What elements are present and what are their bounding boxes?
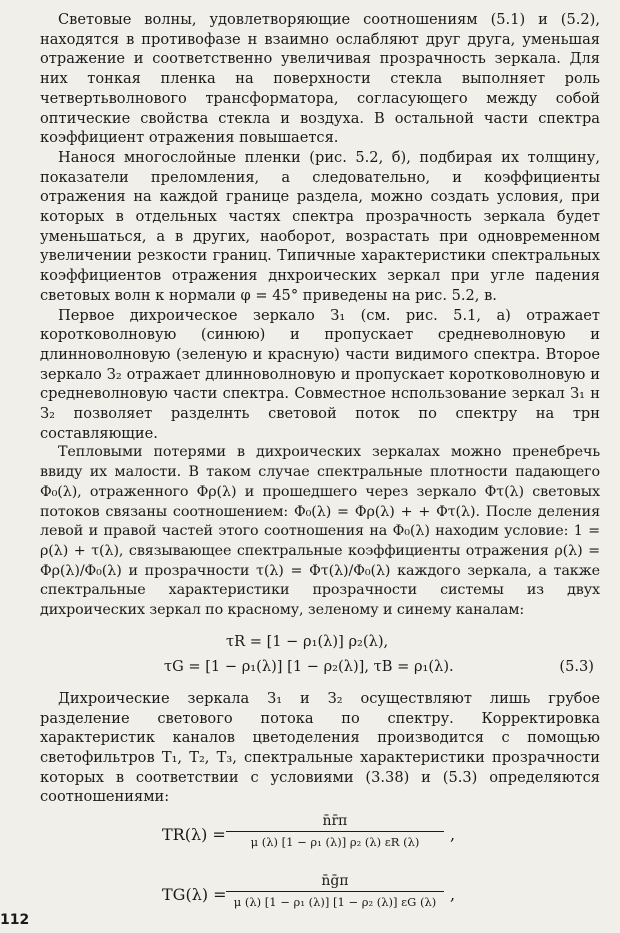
formula-tr-comma: , [450,825,456,845]
formula-tr-lhs: TR(λ) = [162,825,226,845]
formula-tg-lhs: TG(λ) = [162,885,227,905]
formula-tr-numerator: n̄r̄п [322,813,348,830]
paragraph-1: Световые волны, удовлетворяющие соотношениям (5.1) и (5.2), находятся в противофазе н взаимно ослабляют друг друга, уменьшая отражение и соответственно увеличивая прозрачность зеркала. Для них тонкая пленка на поверхности стекла выполняет роль четвертьволнового трансформатора, согласующего между собой оптические свойства стекла и воздуха. В остальной части спектра коэффициент отражения повышается. [40,11,600,147]
formula-tg-fraction [226,873,444,909]
formula-tr-denominator: μ (λ) [1 − ρ₁ (λ)] ρ₂ (λ) εR (λ) [226,831,444,849]
page-number: 112 [0,912,30,928]
equation-5-3-line-2: τG = [1 − ρ₁(λ)] [1 − ρ₂(λ)], τB = ρ₁(λ). [164,657,454,675]
formula-tr-fraction [226,813,444,849]
formula-tr [40,807,600,867]
formula-tg-comma: , [450,885,456,905]
page-body [40,10,600,927]
equation-number: (5.3) [559,657,594,675]
paragraph-4: Тепловыми потерями в дихроических зеркалах можно пренебречь ввиду их малости. В таком случае спектральные плотности падающего Φ₀(λ), отраженного Φρ(λ) и прошедшего через зеркало Φτ(λ) световых потоков связаны соотношением: Φ₀(λ) = Φρ(λ) + + Φτ(λ). После деления левой и правой частей этого соотношения на Φ₀(λ) находим условие: 1 = ρ(λ) + τ(λ), связывающее спектральные коэффициенты отражения ρ(λ) = Φρ(λ)/Φ₀(λ) и прозрачности τ(λ) = Φτ(λ)/Φ₀(λ) каждого зеркала, а также спектральные характеристики прозрачности системы из двух дихроических зеркал по красному, зеленому и синему каналам: [40,444,600,619]
formula-tg-numerator: n̄ḡп [321,873,349,890]
paragraph-2: Нанося многослойные пленки (рис. 5.2, б), подбирая их толщину, показатели преломления, а следовательно, и коэффициенты отражения на каждой границе раздела, можно создать условия, при которых в отдельных частях спектра прозрачность зеркала будет уменьшаться, а в других, наоборот, возрастать при одновременном увеличении резкости границ. Типичные характеристики спектральных коэффициентов отражения днхроических зеркал при угле падения световых волн к нормали φ = 45° приведены на рис. 5.2, в. [40,148,600,304]
equation-5-3 [40,627,600,685]
formula-tg-denominator: μ (λ) [1 − ρ₁ (λ)] [1 − ρ₂ (λ)] εG (λ) [226,891,444,909]
equation-5-3-line-1: τR = [1 − ρ₁(λ)] ρ₂(λ), [226,632,389,650]
formula-tg [40,867,600,927]
paragraph-3: Первое дихроическое зеркало З₁ (см. рис. 5.1, а) отражает коротковолновую (синюю) и пропускает средневолновую и длинноволновую (зеленую и красную) части видимого спектра. Второе зеркало З₂ отражает длинноволновую и пропускает коротковолновую и средневолновую части спектра. Совместное нспользование зеркал З₁ н З₂ позволяет разделнть световой поток по спектру на трн составляющие. [40,306,600,442]
paragraph-5: Дихроические зеркала З₁ и З₂ осуществляют лишь грубое разделение светового потока по спектру. Корректировка характеристик каналов цветоделения производится с помощью светофильтров Т₁, Т₂, Т₃, спектральные характеристики прозрачности которых в соответствии с условиями (3.38) и (5.3) определяются соотношениями: [40,689,600,806]
